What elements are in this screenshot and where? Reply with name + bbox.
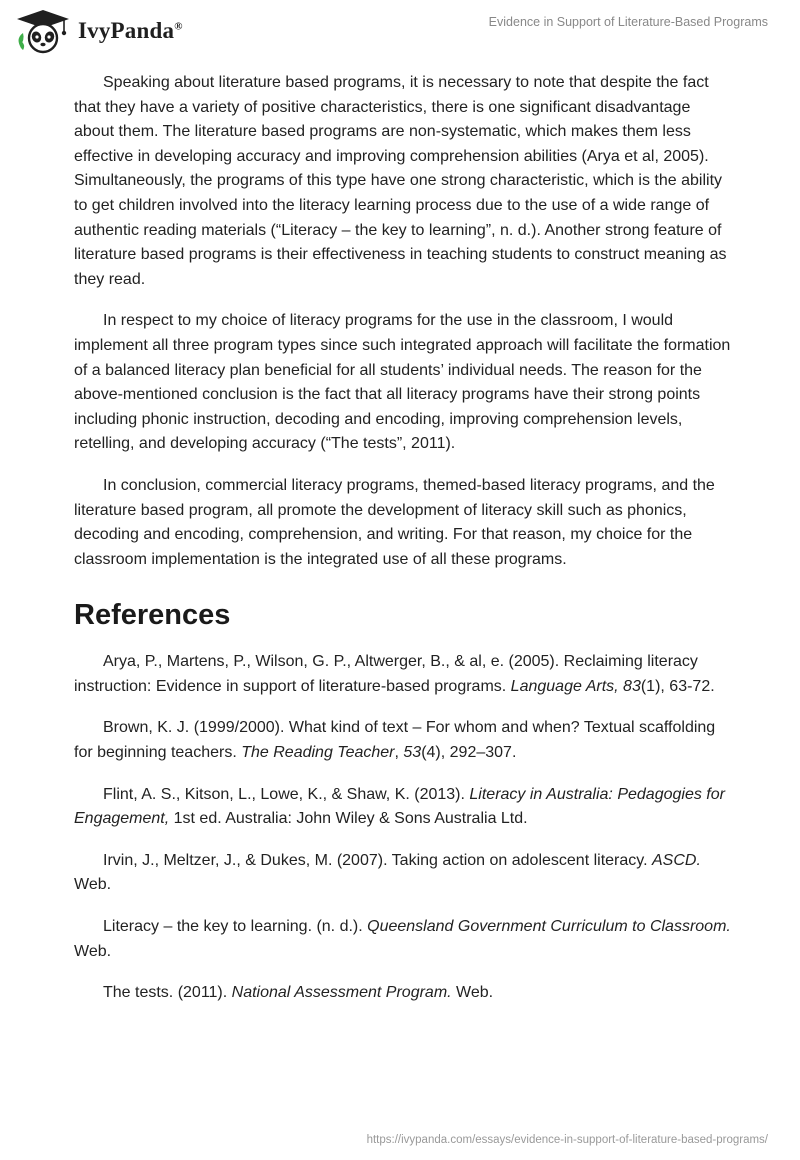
brand-name: IvyPanda® — [78, 18, 183, 43]
body-paragraph: In conclusion, commercial literacy programs, themed-based literacy programs, and the literature based program, all promote the development of literacy skill such as phonics, decoding and encoding, comprehension, and writing. For that reason, my choice for the classroom implementation is the integrated use of all these programs. — [74, 476, 715, 568]
references-heading: References — [74, 599, 231, 632]
panda-graduate-icon — [14, 8, 72, 54]
reference-item: Irvin, J., Meltzer, J., & Dukes, M. (2007). Taking action on adolescent literacy. ASCD. Web. — [74, 851, 701, 894]
body-paragraph: In respect to my choice of literacy programs for the use in the classroom, I would implement all three program types since such integrated approach will facilitate the formation of a balanced literacy plan beneficial for all students’ individual needs. The reason for the above-mentioned conclusion is the fact that all literacy programs have their strong points including phonic instruction, decoding and encoding, improving comprehension levels, retelling, and developing accuracy (“The tests”, 2011). — [74, 312, 731, 453]
body-paragraph: Speaking about literature based programs, it is necessary to note that despite the fact that they have a variety of positive characteristics, there is one significant disadvantage about them. The literature based programs are non-systematic, which makes them less effective in developing accuracy and improving comprehension abilities (Arya et al, 2005). Simultaneously, the programs of this type have one strong characteristic, which is the ability to get children involved into the literacy learning process due to the use of a wide range of authentic reading materials (“Literacy – the key to learning”, n. d.). Another strong feature of literature based programs is their effectiveness in teaching students to construct meaning as they read. — [74, 74, 727, 288]
reference-item: Literacy – the key to learning. (n. d.). Queensland Government Curriculum to Classroom. Web. — [74, 918, 731, 960]
document-title: Evidence in Support of Literature-Based Programs — [488, 15, 768, 29]
reference-item: Flint, A. S., Kitson, L., Lowe, K., & Shaw, K. (2013). Literacy in Australia: Pedagogies for Engagement, 1st ed. Australia: John Wiley & Sons Australia Ltd. — [74, 785, 725, 828]
reference-item: Brown, K. J. (1999/2000). What kind of text – For whom and when? Textual scaffolding for beginning teachers. The Reading Teacher, 53(4), 292–307. — [74, 719, 716, 762]
reference-item: The tests. (2011). National Assessment Program. Web. — [103, 984, 494, 1002]
page-header — [0, 0, 800, 60]
brand-logo[interactable] — [14, 8, 183, 54]
reference-item: Arya, P., Martens, P., Wilson, G. P., Altwerger, B., & al, e. (2005). Reclaiming literacy instruction: Evidence in support of literature-based programs. Language Arts, 83(1), 63-72. — [74, 653, 715, 695]
source-url[interactable]: https://ivypanda.com/essays/evidence-in-support-of-literature-based-programs/ — [366, 1134, 768, 1146]
document-body — [74, 71, 734, 1023]
